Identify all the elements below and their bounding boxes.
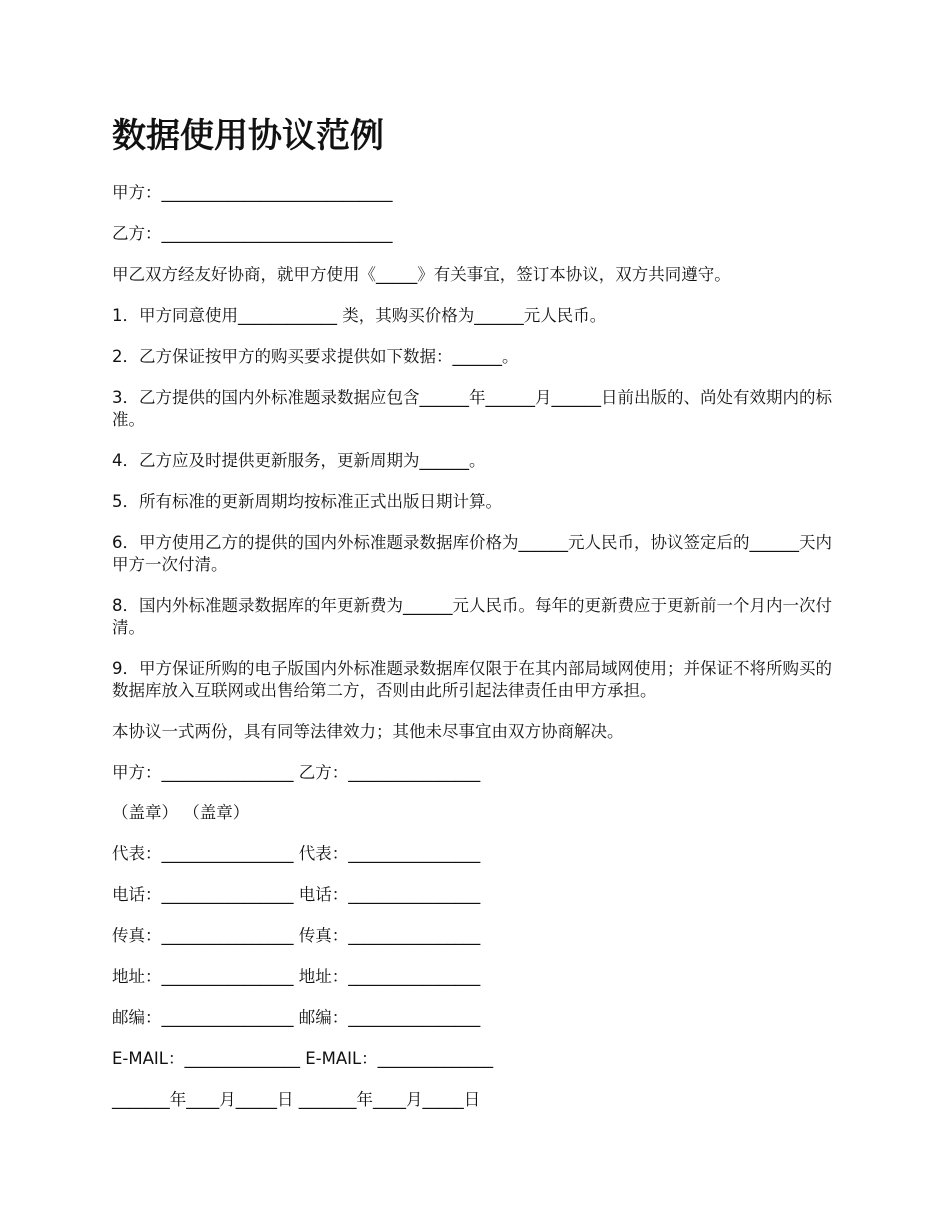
- clause-8: 8．国内外标准题录数据库的年更新费为______元人民币。每年的更新费应于更新前一个月内一次付清。: [112, 596, 832, 637]
- signature-date: _______年____月_____日 _______年____月_____日: [112, 1090, 481, 1109]
- signature-phone: 电话：________________ 电话：________________: [112, 885, 481, 904]
- closing-paragraph: 本协议一式两份，具有同等法律效力；其他未尽事宜由双方协商解决。: [112, 722, 624, 741]
- document-title: 数据使用协议范例: [112, 116, 384, 156]
- party-b-line: 乙方：____________________________: [112, 224, 393, 243]
- intro-paragraph: 甲乙双方经友好协商，就甲方使用《_____》有关事宜，签订本协议，双方共同遵守。: [112, 265, 731, 284]
- clause-4: 4．乙方应及时提供更新服务，更新周期为______。: [112, 451, 486, 470]
- signature-fax: 传真：________________ 传真：________________: [112, 926, 481, 945]
- signature-email: E-MAIL：______________ E-MAIL：______________: [112, 1049, 494, 1068]
- clause-1: 1．甲方同意使用____________ 类，其购买价格为______元人民币。: [112, 306, 607, 325]
- signature-postcode: 邮编：________________ 邮编：________________: [112, 1008, 481, 1027]
- signature-seal: （盖章） （盖章）: [112, 803, 250, 822]
- signature-parties: 甲方：________________ 乙方：________________: [112, 763, 481, 782]
- signature-representative: 代表：________________ 代表：________________: [112, 844, 481, 863]
- clause-9: 9．甲方保证所购的电子版国内外标准题录数据库仅限于在其内部局域网使用；并保证不将所购买的数据库放入互联网或出售给第二方，否则由此所引起法律责任由甲方承担。: [112, 659, 832, 700]
- clause-6: 6．甲方使用乙方的提供的国内外标准题录数据库价格为______元人民币，协议签定后的______天内甲方一次付清。: [112, 533, 832, 574]
- clause-5: 5．所有标准的更新周期均按标准正式出版日期计算。: [112, 492, 502, 511]
- clause-2: 2．乙方保证按甲方的购买要求提供如下数据：______。: [112, 347, 519, 366]
- party-a-line: 甲方：____________________________: [112, 183, 393, 202]
- clause-3: 3．乙方提供的国内外标准题录数据应包含______年______月______日前出版的、尚处有效期内的标准。: [112, 388, 832, 429]
- signature-address: 地址：________________ 地址：________________: [112, 967, 481, 986]
